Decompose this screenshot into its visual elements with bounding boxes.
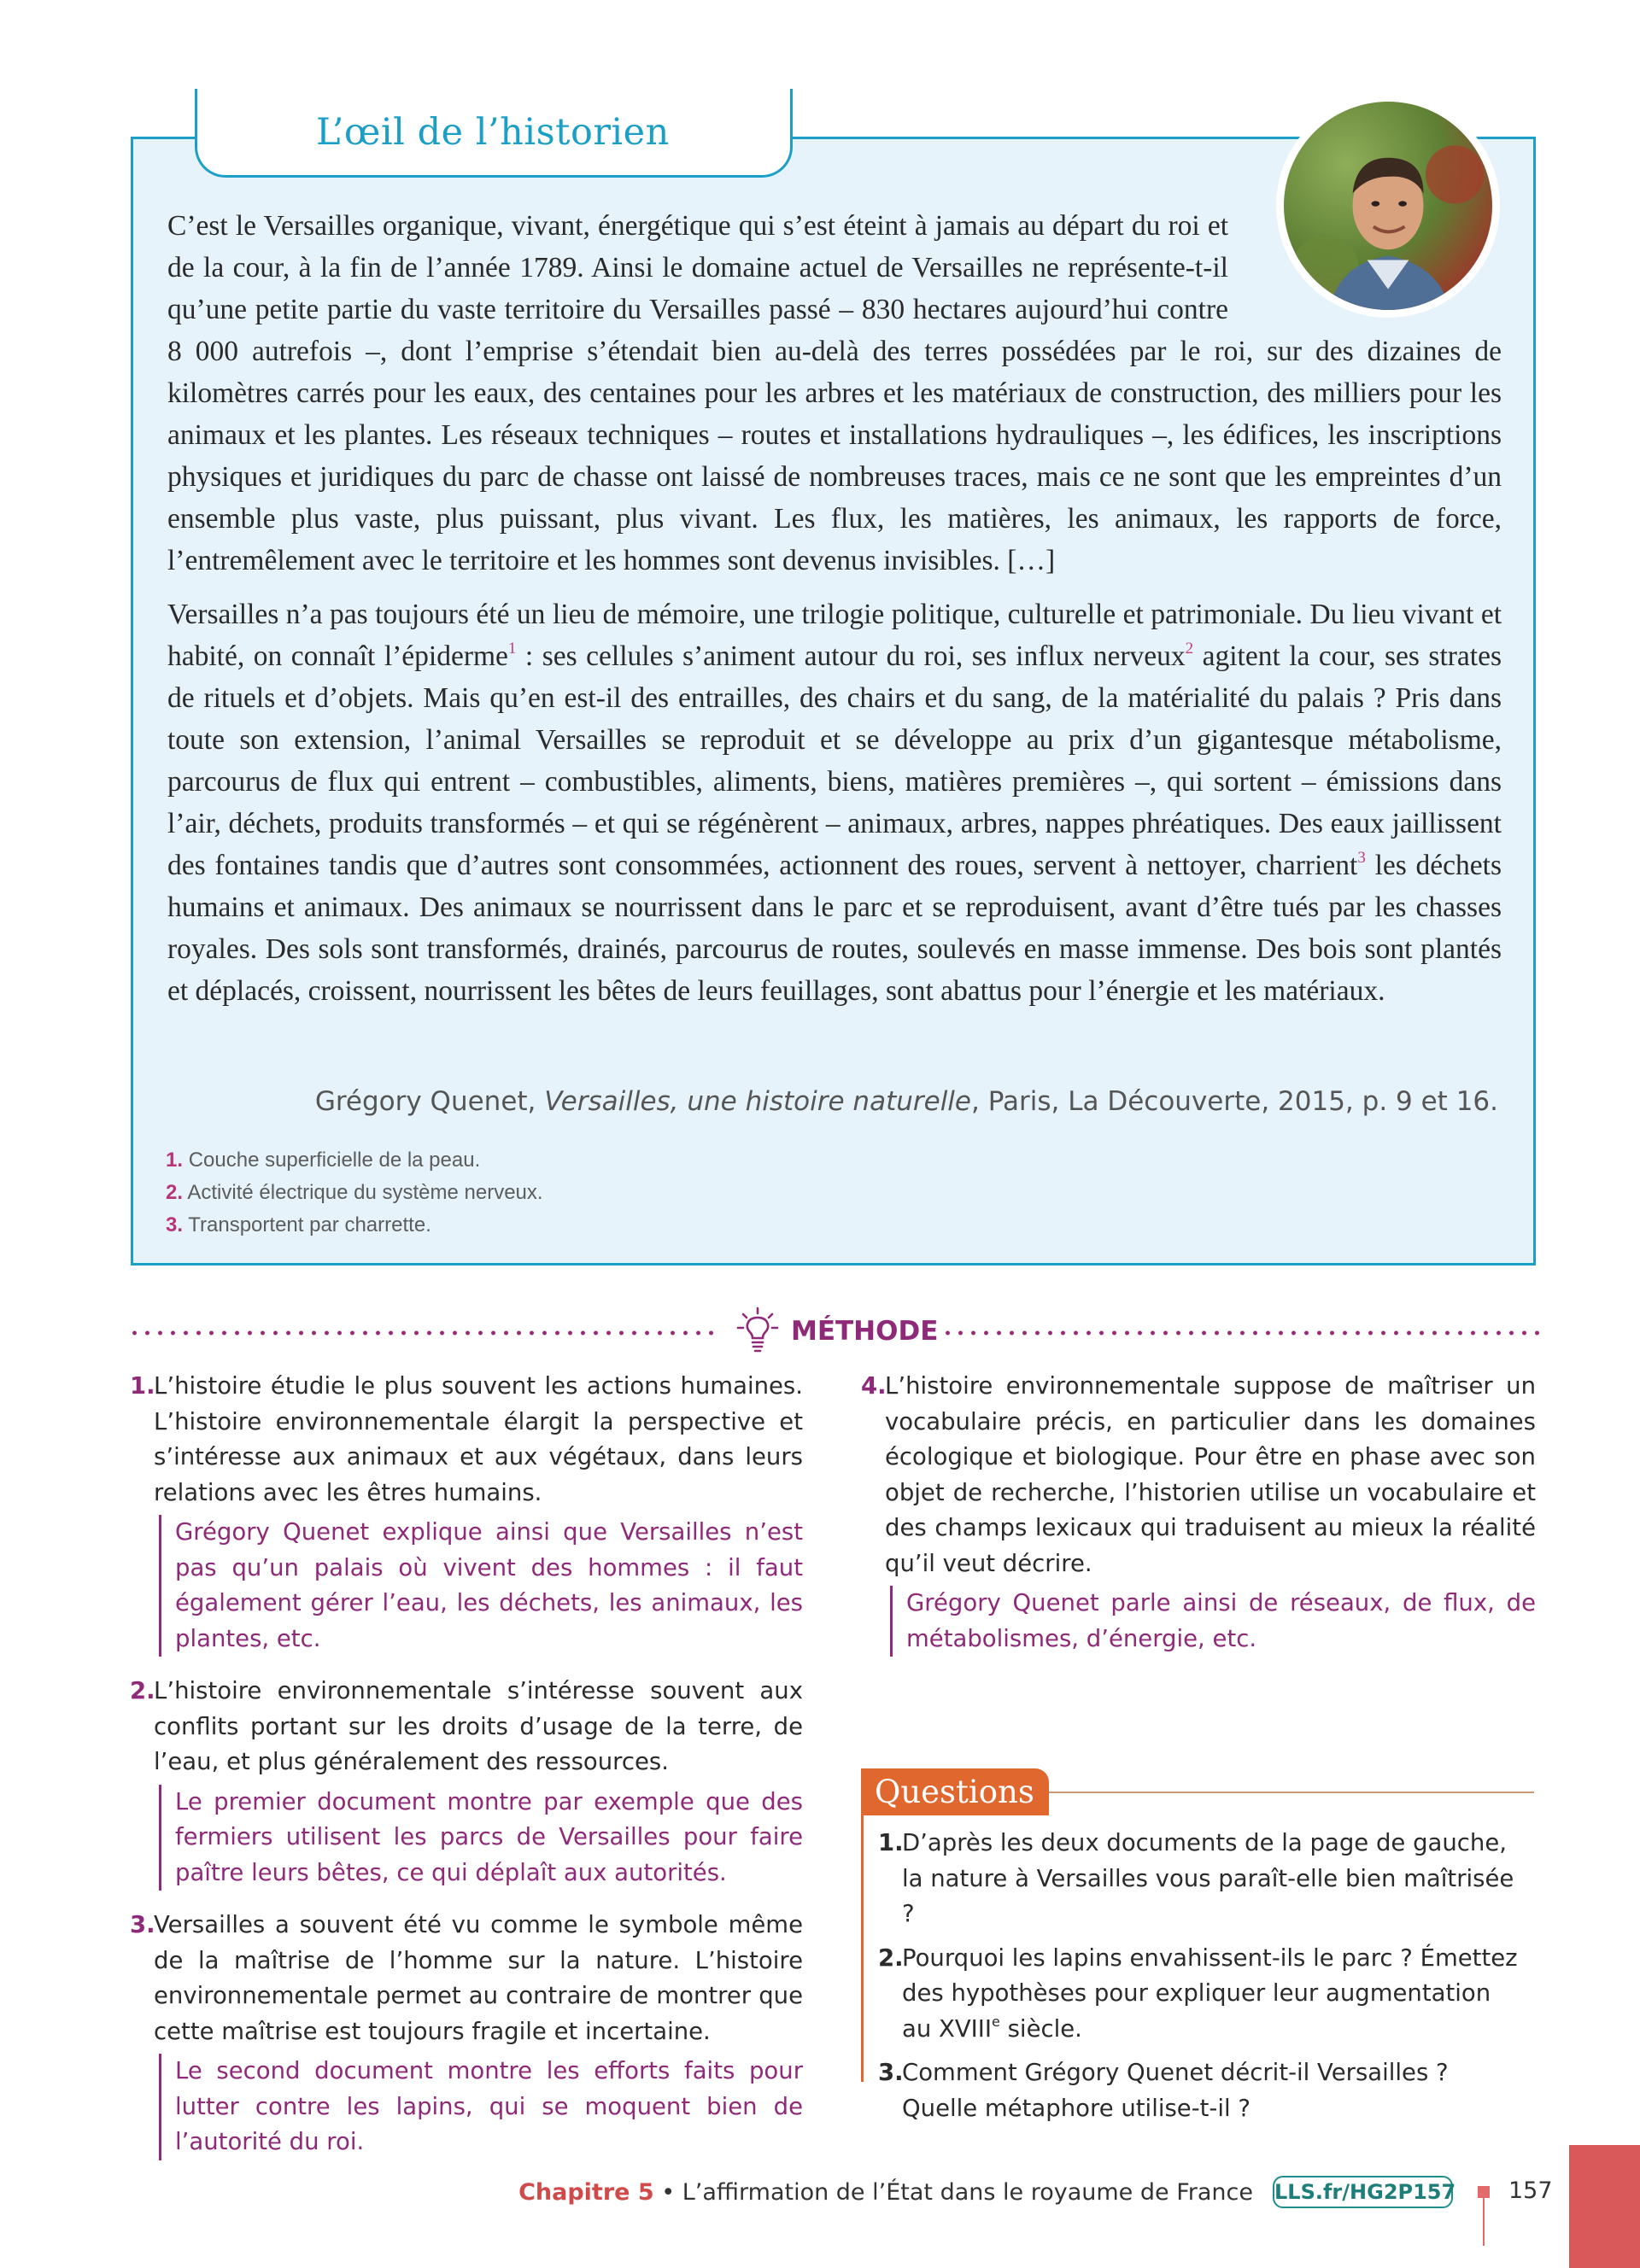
historian-paragraph-2: Versailles n’a pas toujours été un lieu de mémoire, une trilogie politique, culturelle et patrimoniale. Du lieu vivant et habité, on connaît l’épiderme$^1$ : ses cellules s’animent autour du roi, ses influx nerveux$^2$ agitent la cour, ses strates de rituels et d’objets. Mais qu’en est-il des entrailles, des chairs et du sang, de la matérialité du palais ? Pris dans toute son extension, l’animal Versailles se reproduit et se développe au prix d’un gigantesque métabolisme, parcourus de flux qui entrent – combustibles, aliments, biens, matières premières –, qui sortent – émissions dans l’air, déchets, produits transformés – et qui se régénèrent – animaux, arbres, nappes phréatiques. Des eaux jaillissent des fontaines tandis que d’autres sont consommées, actionnent des roues, servent à nettoyer, charrient$^3$ les déchets humains et animaux. Des animaux se nourrissent dans le parc et se reproduisent, avant d’être tués par les chasses royales. Des sols sont transformés, drainés, parcourus de routes, soulevés en masse immense. Des bois sont plantés et déplacés, croissent, nourrissent les bêtes de leurs feuillages, sont abattus pour l’énergie et les matériaux. xyxy=(167,599,1502,1007)
footer-marker xyxy=(1478,2186,1490,2198)
methode-item: 3. Versailles a souvent été vu comme le symbole même de la maîtrise de l’homme sur la nature. L’histoire environnementale permet au contraire de montrer que cette maîtrise est toujours fragile et incertaine. Le second document montre les efforts faits pour lutter contre les lapins, qui se moquent bien de l’autorité du roi. xyxy=(130,1908,803,2160)
footer-chapter: Chapitre 5 • L’affirmation de l’État dans le royaume de France xyxy=(518,2179,1253,2206)
methode-divider-right xyxy=(941,1330,1539,1336)
source-citation: Grégory Quenet, Versailles, une histoire naturelle, Paris, La Découverte, 2015, p. 9 et 16. xyxy=(314,1086,1498,1117)
page-number: 157 xyxy=(1508,2177,1553,2204)
historian-text xyxy=(167,205,1502,1024)
methode-title: MÉTHODE xyxy=(791,1316,939,1347)
chapter-edge-tab xyxy=(1569,2145,1640,2268)
methode-column-left xyxy=(130,1369,803,2177)
footnote: 1. Couche superficielle de la peau. xyxy=(166,1149,481,1172)
questions-rule xyxy=(1049,1792,1534,1793)
methode-divider-left xyxy=(128,1330,718,1336)
historian-title: L’œil de l’historien xyxy=(316,111,670,154)
methode-item: 1. L’histoire étudie le plus souvent les actions humaines. L’histoire environnementale élargit la perspective et s’intéresse aux animaux et aux végétaux, dans leurs relations avec les êtres humains. Grégory Quenet explique ainsi que Versailles n’est pas qu’un palais où vivent des hommes : il faut également gérer l’eau, les déchets, les animaux, les plantes, etc. xyxy=(130,1369,803,1657)
methode-example: Grégory Quenet explique ainsi que Versailles n’est pas qu’un palais où vivent des hommes : il faut également gérer l’eau, les déchets, les animaux, les plantes, etc. xyxy=(159,1515,803,1657)
page-footer xyxy=(0,2169,1640,2217)
methode-example: Le premier document montre par exemple que des fermiers utilisent les parcs de Versailles pour faire paître leurs bêtes, ce qui déplaît aux autorités. xyxy=(159,1785,803,1891)
questions-side-bar xyxy=(861,1815,864,2082)
source-book-title: Versailles, une histoire naturelle xyxy=(544,1086,971,1117)
methode-item: 4. L’histoire environnementale suppose de maîtriser un vocabulaire précis, en particulier dans les domaines écologique et biologique. Pour être en phase avec son objet de recherche, l’historien utilise un vocabulaire et des champs lexicaux qui traduisent au mieux la réalité qu’il veut décrire. Grégory Quenet parle ainsi de réseaux, de flux, de métabolismes, d’énergie, etc. xyxy=(861,1369,1536,1657)
question-item: 3. Comment Grégory Quenet décrit-il Versailles ? Quelle métaphore utilise-t-il ? xyxy=(878,2059,1449,2122)
question-item: 1. D’après les deux documents de la page de gauche, la nature à Versailles vous paraît-elle bien maîtrisée ? xyxy=(878,1829,1514,1927)
question-item: 2. Pourquoi les lapins envahissent-ils le parc ? Émettez des hypothèses pour expliquer leur augmentation au XVIIIe siècle. xyxy=(878,1944,1518,2043)
footnote: 2. Activité électrique du système nerveux. xyxy=(166,1181,543,1204)
footnote-ref-3: 3 xyxy=(1357,849,1366,867)
methode-item: 2. L’histoire environnementale s’intéresse souvent aux conflits portant sur les droits d’usage de la terre, de l’eau, et plus généralement des ressources. Le premier document montre par exemple que des fermiers utilisent les parcs de Versailles pour faire paître leurs bêtes, ce qui déplaît aux autorités. xyxy=(130,1674,803,1891)
methode-example: Le second document montre les efforts faits pour lutter contre les lapins, qui se moquent bien de l’autorité du roi. xyxy=(159,2054,803,2160)
lightbulb-icon xyxy=(736,1306,779,1354)
questions-title: Questions xyxy=(861,1768,1049,1815)
footnote-ref-1: 1 xyxy=(507,640,517,658)
questions-list xyxy=(878,1826,1527,2135)
footnotes xyxy=(166,1144,543,1242)
methode-column-right xyxy=(861,1369,1536,1674)
methode-example: Grégory Quenet parle ainsi de réseaux, de flux, de métabolismes, d’énergie, etc. xyxy=(890,1586,1536,1657)
footnote-ref-2: 2 xyxy=(1185,640,1194,658)
footnote: 3. Transportent par charrette. xyxy=(166,1213,431,1236)
footer-link[interactable]: LLS.fr/HG2P157 xyxy=(1273,2176,1453,2208)
historian-paragraph-1: C’est le Versailles organique, vivant, énergétique qui s’est éteint à jamais au départ du roi et de la cour, à la fin de l’année 1789. Ainsi le domaine actuel de Versailles ne représente-t-il qu’une petite partie du vaste territoire du Versailles passé – 830 hectares aujourd’hui contre 8 000 autrefois –, dont l’emprise s’étendait bien au-delà des terres possédées par le roi, sur des dizaines de kilomètres carrés pour les eaux, des centaines pour les arbres et les matériaux de construction, des milliers pour les animaux et les plantes. Les réseaux techniques – routes et installations hydrauliques –, les édifices, les inscriptions physiques et juridiques du parc de chasse ont laissé de nombreuses traces, mais ce ne sont que les empreintes d’un ensemble plus vaste, plus puissant, plus vivant. Les flux, les matières, les animaux, les rapports de force, l’entremêlement avec le territoire et les hommes sont devenus invisibles. […] xyxy=(167,210,1502,576)
